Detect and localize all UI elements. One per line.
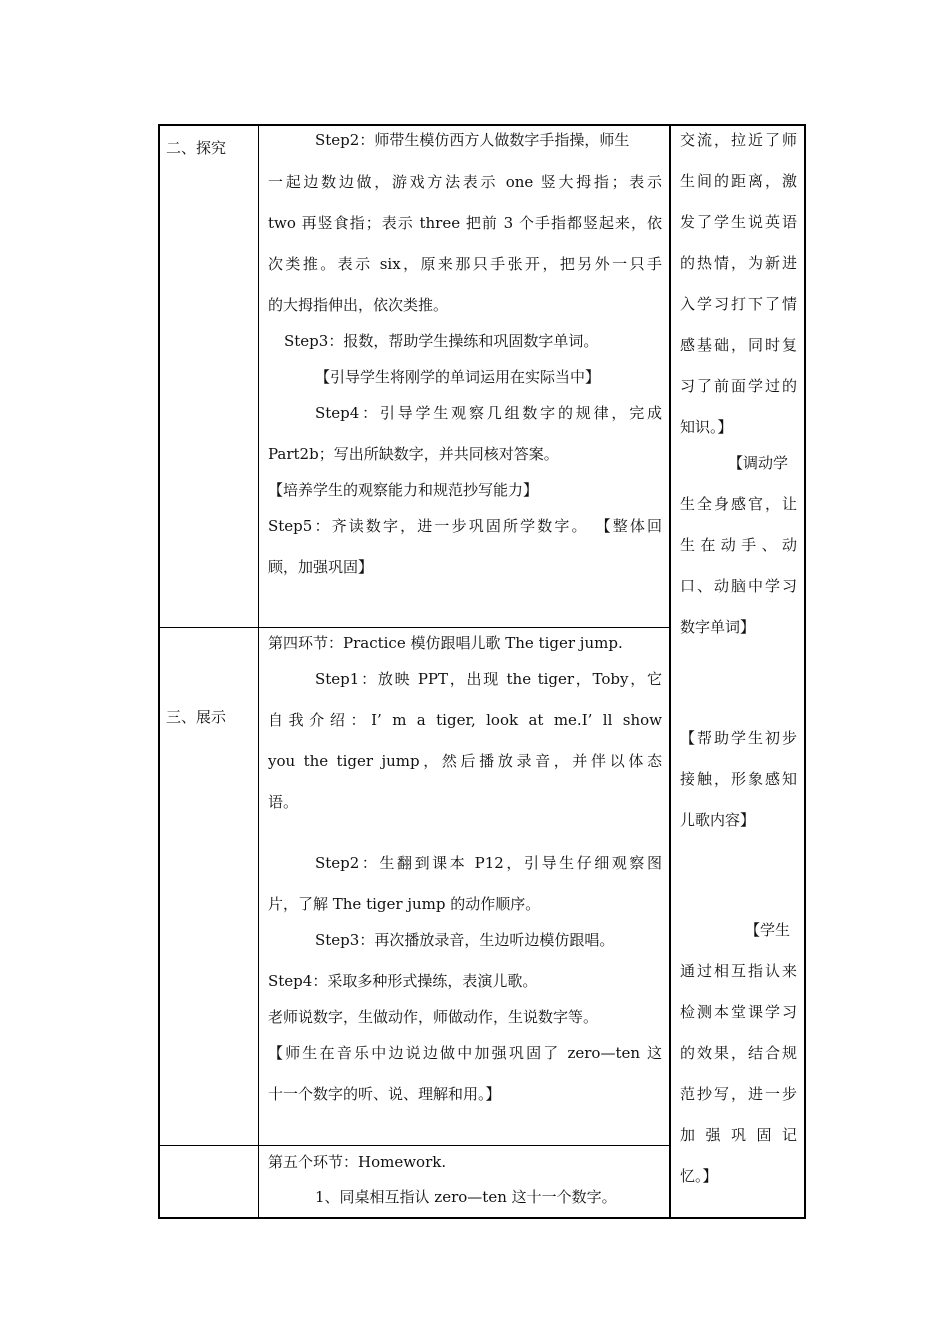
- row-divider-1: [158, 627, 670, 628]
- content-line: Step3：报数，帮助学生操练和巩固数字单词。: [284, 332, 599, 350]
- content-line: 第四环节：Practice 模仿跟唱儿歌 The tiger jump.: [268, 634, 623, 652]
- content-line: 的大拇指伸出，依次类推。: [268, 296, 449, 314]
- content-line: Part2b；写出所缺数字，并共同核对答案。: [268, 445, 559, 463]
- note-line: 生间的距离，激: [680, 172, 797, 190]
- comment-line: 【培养学生的观察能力和规范抄写能力】: [268, 481, 539, 499]
- note-line: 习了前面学过的: [680, 377, 797, 395]
- note-line: 【调动学: [728, 454, 789, 472]
- content-line: Step5：齐读数字，进一步巩固所学数字。 【整体回: [268, 517, 662, 535]
- note-line: 儿歌内容】: [680, 811, 756, 829]
- comment-line: 十一个数字的听、说、理解和用。】: [268, 1085, 501, 1103]
- note-line: 的热情，为新进: [680, 254, 797, 272]
- note-line: 检测本堂课学习: [680, 1003, 797, 1021]
- note-line: 口、动脑中学习: [680, 577, 797, 595]
- content-line: two 再竖食指；表示 three 把前 3 个手指都竖起来，依: [268, 214, 662, 232]
- comment-line: 【师生在音乐中边说边做中加强巩固了 zero—ten 这: [268, 1044, 662, 1062]
- content-line: Step2：师带生模仿西方人做数字手指操，师生: [315, 131, 630, 149]
- note-line: 【帮助学生初步: [680, 729, 797, 747]
- comment-line: 【引导学生将刚学的单词运用在实际当中】: [315, 368, 601, 386]
- content-line: Step2：生翻到课本 P12，引导生仔细观察图: [315, 854, 662, 872]
- content-line: 自我介绍：I’ m a tiger, look at me.I’ ll show: [268, 711, 662, 729]
- note-line: 通过相互指认来: [680, 962, 797, 980]
- note-line: 知识。】: [680, 418, 733, 436]
- content-line: you the tiger jump，然后播放录音，并伴以体态: [268, 752, 662, 770]
- note-line: 忆。】: [680, 1167, 718, 1185]
- content-line: 1、同桌相互指认 zero—ten 这十一个数字。: [315, 1188, 617, 1206]
- content-line: Step3：再次播放录音，生边听边模仿跟唱。: [315, 931, 615, 949]
- content-line: 语。: [268, 793, 299, 811]
- content-line: 片，了解 The tiger jump 的动作顺序。: [268, 895, 541, 913]
- note-line: 数字单词】: [680, 618, 756, 636]
- note-line: 生全身感官，让: [680, 495, 797, 513]
- table-border-bottom: [158, 1217, 806, 1219]
- note-line: 接触，形象感知: [680, 770, 797, 788]
- note-line: 发了学生说英语: [680, 213, 797, 231]
- note-line: 的效果，结合规: [680, 1044, 797, 1062]
- content-line: Step1：放映 PPT，出现 the tiger，Toby，它: [315, 670, 662, 688]
- table-border-left: [158, 124, 160, 1219]
- note-line: 生在动手、动: [680, 536, 797, 554]
- stage-label-explore: 二、探究: [166, 139, 227, 157]
- note-line: 感基础，同时复: [680, 336, 797, 354]
- table-border-right: [804, 124, 806, 1219]
- content-line: 一起边数边做，游戏方法表示 one 竖大拇指；表示: [268, 173, 662, 191]
- content-line: 老师说数字，生做动作，师做动作，生说数字等。: [268, 1008, 599, 1026]
- table-col-divider-2: [669, 124, 671, 1219]
- note-line: 范抄写，进一步: [680, 1085, 797, 1103]
- stage-label-show: 三、展示: [166, 708, 227, 726]
- note-line: 入学习打下了情: [680, 295, 797, 313]
- content-line: 顾，加强巩固】: [268, 558, 374, 576]
- row-divider-2: [158, 1145, 670, 1146]
- content-line: Step4：引导学生观察几组数字的规律，完成: [315, 404, 662, 422]
- content-line: Step4：采取多种形式操练，表演儿歌。: [268, 972, 538, 990]
- note-line: 加强巩固记: [680, 1126, 797, 1144]
- table-col-divider-1: [258, 124, 259, 1219]
- note-line: 交流，拉近了师: [680, 131, 797, 149]
- content-line: 第五个环节：Homework.: [268, 1153, 447, 1171]
- table-border-top: [158, 124, 806, 126]
- content-line: 次类推。表示 six，原来那只手张开，把另外一只手: [268, 255, 662, 273]
- note-line: 【学生: [745, 921, 791, 939]
